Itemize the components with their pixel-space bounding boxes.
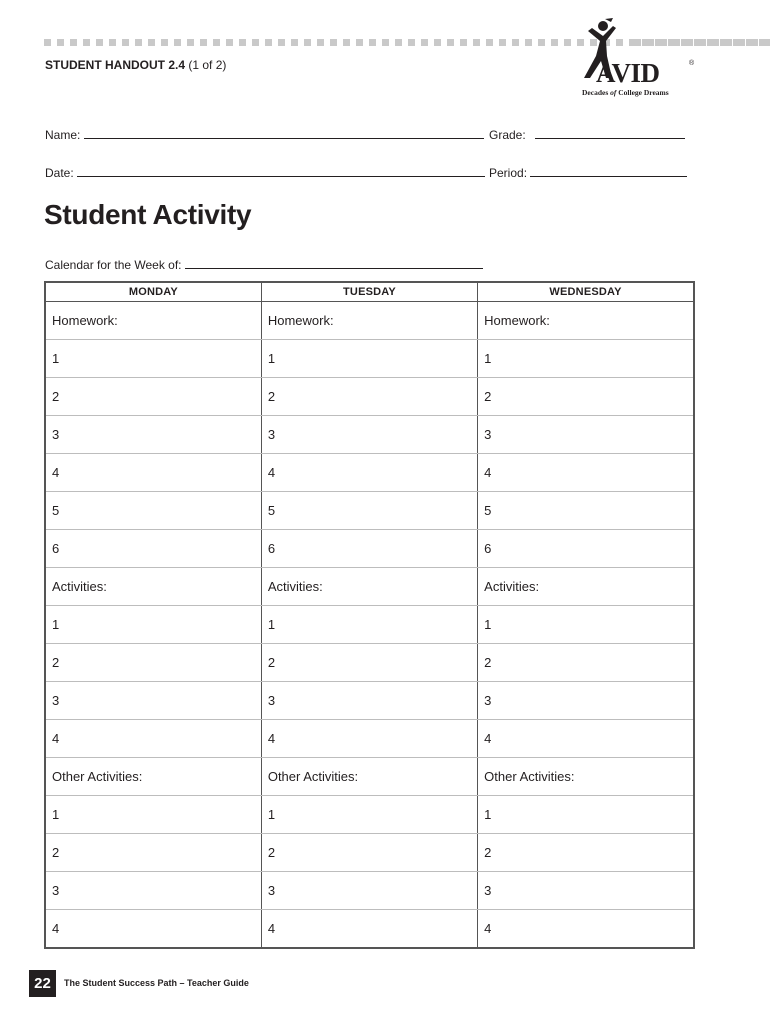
name-label: Name: xyxy=(45,128,81,142)
handout-part: (1 of 2) xyxy=(188,58,227,72)
item-cell[interactable]: 2 xyxy=(478,834,694,872)
period-line[interactable] xyxy=(530,165,687,177)
dash-square xyxy=(551,39,558,46)
dash-square xyxy=(395,39,402,46)
dash-square xyxy=(304,39,311,46)
section-label-cell[interactable]: Homework: xyxy=(478,302,694,340)
item-cell[interactable]: 4 xyxy=(478,910,694,949)
dash-square xyxy=(525,39,532,46)
item-cell[interactable]: 2 xyxy=(478,644,694,682)
dash-square xyxy=(460,39,467,46)
dash-square xyxy=(369,39,376,46)
dash-square xyxy=(187,39,194,46)
dash-square xyxy=(70,39,77,46)
dash-square xyxy=(764,39,770,46)
dash-square xyxy=(356,39,363,46)
logo-tagline-end: College Dreams xyxy=(618,88,669,97)
section-row xyxy=(45,758,694,796)
item-cell[interactable]: 1 xyxy=(478,606,694,644)
dash-square xyxy=(317,39,324,46)
item-row xyxy=(45,340,694,378)
name-field[interactable] xyxy=(45,127,484,142)
period-field[interactable] xyxy=(489,165,687,180)
dash-square xyxy=(278,39,285,46)
item-cell[interactable]: 3 xyxy=(478,872,694,910)
item-cell[interactable]: 3 xyxy=(45,872,261,910)
logo-tagline xyxy=(582,88,669,97)
week-line[interactable] xyxy=(185,257,483,269)
item-row xyxy=(45,644,694,682)
item-row xyxy=(45,834,694,872)
section-row xyxy=(45,568,694,606)
logo-tagline-start: Decades xyxy=(582,88,609,97)
dash-square xyxy=(135,39,142,46)
item-cell[interactable]: 3 xyxy=(261,682,477,720)
item-cell[interactable]: 1 xyxy=(261,340,477,378)
dash-square xyxy=(343,39,350,46)
section-label-cell[interactable]: Activities: xyxy=(261,568,477,606)
item-cell[interactable]: 5 xyxy=(478,492,694,530)
dash-square xyxy=(499,39,506,46)
dash-square xyxy=(473,39,480,46)
item-cell[interactable]: 2 xyxy=(261,644,477,682)
item-cell[interactable]: 3 xyxy=(45,416,261,454)
item-cell[interactable]: 4 xyxy=(478,454,694,492)
handout-number: STUDENT HANDOUT 2.4 xyxy=(45,58,186,72)
dash-square xyxy=(200,39,207,46)
dash-square xyxy=(512,39,519,46)
dash-square xyxy=(538,39,545,46)
grade-line[interactable] xyxy=(535,127,685,139)
dash-square xyxy=(57,39,64,46)
item-cell[interactable]: 6 xyxy=(261,530,477,568)
section-row xyxy=(45,302,694,340)
item-cell[interactable]: 2 xyxy=(261,834,477,872)
page-title: Student Activity xyxy=(44,199,252,230)
dash-square xyxy=(564,39,571,46)
dash-square xyxy=(174,39,181,46)
logo-tagline-of: of xyxy=(610,88,617,97)
footer-guide-title: The Student Success Path – Teacher Guide xyxy=(64,978,249,988)
item-row xyxy=(45,720,694,758)
date-label: Date: xyxy=(45,166,74,180)
dash-square xyxy=(239,39,246,46)
item-cell[interactable]: 1 xyxy=(45,606,261,644)
item-cell[interactable]: 3 xyxy=(478,682,694,720)
item-cell[interactable]: 6 xyxy=(478,530,694,568)
dash-square xyxy=(148,39,155,46)
item-cell[interactable]: 2 xyxy=(478,378,694,416)
period-label: Period: xyxy=(489,166,528,180)
dash-square xyxy=(751,39,758,46)
week-label: Calendar for the Week of: xyxy=(45,258,182,272)
day-header-wednesday: WEDNESDAY xyxy=(478,282,694,302)
item-row xyxy=(45,606,694,644)
item-cell[interactable]: 6 xyxy=(45,530,261,568)
grade-label: Grade: xyxy=(489,128,526,142)
item-cell[interactable]: 4 xyxy=(261,910,477,949)
item-row xyxy=(45,416,694,454)
calendar-body xyxy=(45,302,694,949)
dash-square xyxy=(265,39,272,46)
item-row xyxy=(45,910,694,949)
item-cell[interactable]: 5 xyxy=(45,492,261,530)
item-cell[interactable]: 2 xyxy=(45,378,261,416)
dash-square xyxy=(738,39,745,46)
dash-square xyxy=(291,39,298,46)
dash-square xyxy=(213,39,220,46)
handout-label xyxy=(45,58,226,72)
item-row xyxy=(45,454,694,492)
item-cell[interactable]: 4 xyxy=(45,720,261,758)
item-cell[interactable]: 1 xyxy=(45,796,261,834)
dash-square xyxy=(252,39,259,46)
dash-square xyxy=(83,39,90,46)
item-cell[interactable]: 1 xyxy=(478,796,694,834)
calendar-header-row xyxy=(45,282,694,302)
calendar-table xyxy=(44,281,695,949)
section-label-cell[interactable]: Activities: xyxy=(478,568,694,606)
item-row xyxy=(45,682,694,720)
item-cell[interactable]: 2 xyxy=(45,834,261,872)
item-cell[interactable]: 3 xyxy=(261,872,477,910)
dash-square xyxy=(109,39,116,46)
item-row xyxy=(45,872,694,910)
item-cell[interactable]: 1 xyxy=(478,340,694,378)
day-header-tuesday: TUESDAY xyxy=(261,282,477,302)
dash-square xyxy=(122,39,129,46)
dash-square xyxy=(226,39,233,46)
item-cell[interactable]: 1 xyxy=(261,796,477,834)
grade-field[interactable] xyxy=(489,127,685,142)
item-cell[interactable]: 2 xyxy=(261,378,477,416)
dash-square xyxy=(447,39,454,46)
dash-square xyxy=(408,39,415,46)
day-header-monday: MONDAY xyxy=(45,282,261,302)
dash-square xyxy=(725,39,732,46)
item-cell[interactable]: 1 xyxy=(261,606,477,644)
item-cell[interactable]: 1 xyxy=(45,340,261,378)
item-cell[interactable]: 4 xyxy=(45,910,261,949)
item-cell[interactable]: 5 xyxy=(261,492,477,530)
dash-square xyxy=(421,39,428,46)
logo-registered-mark: ® xyxy=(689,60,695,67)
dash-square xyxy=(330,39,337,46)
dash-square xyxy=(96,39,103,46)
item-row xyxy=(45,492,694,530)
week-field[interactable] xyxy=(45,257,483,272)
section-label-cell[interactable]: Other Activities: xyxy=(261,758,477,796)
section-label-cell[interactable]: Homework: xyxy=(261,302,477,340)
item-cell[interactable]: 4 xyxy=(478,720,694,758)
item-cell[interactable]: 3 xyxy=(45,682,261,720)
page-number: 22 xyxy=(29,970,56,997)
section-label-cell[interactable]: Other Activities: xyxy=(478,758,694,796)
dash-square xyxy=(44,39,51,46)
dash-square xyxy=(434,39,441,46)
section-label-cell[interactable]: Homework: xyxy=(45,302,261,340)
item-cell[interactable]: 3 xyxy=(261,416,477,454)
dash-square xyxy=(699,39,706,46)
logo-wordmark: AVID xyxy=(596,58,660,88)
item-row xyxy=(45,378,694,416)
item-cell[interactable]: 3 xyxy=(478,416,694,454)
item-cell[interactable]: 4 xyxy=(261,454,477,492)
item-cell[interactable]: 4 xyxy=(261,720,477,758)
item-row xyxy=(45,530,694,568)
date-field[interactable] xyxy=(45,165,485,180)
section-label-cell[interactable]: Other Activities: xyxy=(45,758,261,796)
section-label-cell[interactable]: Activities: xyxy=(45,568,261,606)
date-line[interactable] xyxy=(77,165,485,177)
dash-square xyxy=(712,39,719,46)
item-cell[interactable]: 2 xyxy=(45,644,261,682)
dash-square xyxy=(486,39,493,46)
item-row xyxy=(45,796,694,834)
name-line[interactable] xyxy=(84,127,484,139)
dash-square xyxy=(161,39,168,46)
item-cell[interactable]: 4 xyxy=(45,454,261,492)
dash-square xyxy=(382,39,389,46)
